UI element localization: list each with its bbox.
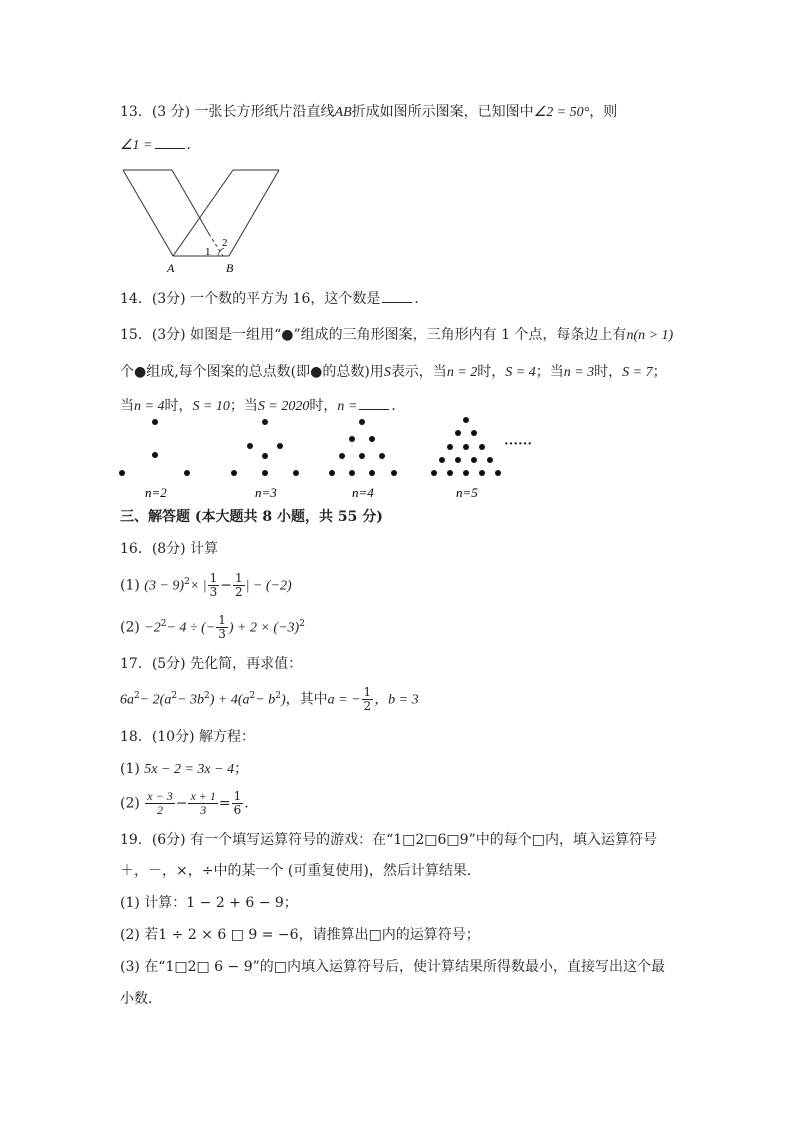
fold-figure bbox=[118, 164, 286, 276]
math: ) + 2 × (−3) bbox=[228, 620, 300, 636]
math: − b bbox=[255, 692, 276, 708]
q15-text: ； bbox=[652, 364, 667, 380]
numerator: 1 bbox=[234, 571, 243, 585]
q15-s: S bbox=[383, 365, 391, 380]
pattern-n2 bbox=[119, 419, 190, 476]
q19-line2: ＋，－，×，÷中的某一个 (可重复使用)，然后计算结果． bbox=[120, 863, 481, 879]
q17-title: 17．(5分) 先化简，再求值： bbox=[120, 656, 303, 672]
left-strip-left-edge bbox=[123, 170, 173, 256]
pattern-n4 bbox=[329, 419, 397, 476]
math: × | bbox=[189, 578, 207, 594]
q13-angle1: ∠1 = bbox=[120, 138, 153, 153]
left-strip-right-edge bbox=[172, 170, 209, 234]
q16-title: 16．(8分) 计算 bbox=[120, 541, 219, 557]
part-label: (1) bbox=[120, 761, 140, 777]
q15-text: 当 bbox=[120, 398, 134, 414]
denominator: 2 bbox=[234, 585, 243, 599]
exponent: 2 bbox=[160, 618, 167, 629]
text: ，其中 bbox=[285, 691, 328, 708]
fraction bbox=[232, 790, 244, 817]
q14-line bbox=[120, 288, 428, 309]
exponent: 2 bbox=[171, 690, 178, 701]
label-n2: n=2 bbox=[145, 485, 167, 500]
answer-blank[interactable] bbox=[382, 288, 412, 303]
numerator: 1 bbox=[209, 571, 218, 585]
label-n4: n=4 bbox=[352, 485, 374, 500]
q15-text: 个●组成,每个图案的总点数(即●的总数)用 bbox=[120, 364, 384, 380]
q15-math: S = 4 bbox=[505, 365, 536, 380]
fraction bbox=[208, 572, 220, 599]
q19-part3: (3) 在“1□2□ 6 − 9”的□内填入运算符号后，使计算结果所得数最小，直接写出这个最 bbox=[120, 959, 665, 975]
q13-text-suffix: ，则 bbox=[589, 104, 618, 120]
math: ) + 4(a bbox=[209, 692, 250, 708]
denominator: 2 bbox=[363, 699, 372, 713]
label-n5: n=5 bbox=[456, 485, 478, 500]
numerator: 1 bbox=[363, 685, 372, 699]
math: 5x − 2 = 3x − 4 bbox=[144, 762, 235, 777]
q15-math: S = 2020 bbox=[257, 399, 310, 414]
math: | − (−2) bbox=[245, 578, 292, 594]
q13-text: 13．(3 分) 一张长方形纸片沿直线 bbox=[120, 104, 335, 120]
q19-part2: (2) 若1 ÷ 2 × 6 □ 9 = −6，请推算出□内的运算符号； bbox=[120, 927, 480, 943]
q16-part2 bbox=[120, 614, 305, 641]
q15-text: ；当 bbox=[229, 398, 258, 414]
q15-text: ；当 bbox=[535, 364, 564, 380]
right-strip-right-edge bbox=[229, 170, 279, 256]
q15-end: ． bbox=[391, 398, 406, 414]
section-heading: 三、解答题 (本大题共 8 小题，共 55 分) bbox=[120, 509, 383, 525]
numerator: 1 bbox=[233, 789, 242, 803]
q13-end: ． bbox=[186, 137, 201, 153]
numerator: 1 bbox=[218, 613, 226, 627]
math: = bbox=[218, 795, 231, 812]
label-n3: n=3 bbox=[255, 485, 277, 500]
math: − bbox=[220, 577, 232, 594]
q15-math: n = bbox=[337, 399, 358, 414]
q15-math: n = 4 bbox=[134, 399, 165, 414]
q15-math: S = 7 bbox=[622, 365, 653, 380]
exponent: 2 bbox=[134, 690, 140, 701]
denominator: 2 bbox=[157, 803, 164, 817]
exponent: 2 bbox=[275, 690, 281, 701]
q13-line2 bbox=[120, 134, 201, 156]
q15-math: S = 10 bbox=[192, 399, 230, 414]
fraction bbox=[216, 614, 228, 641]
fraction bbox=[233, 572, 245, 599]
q18-title: 18．(10分) 解方程： bbox=[120, 729, 256, 745]
part-label: (1) bbox=[120, 577, 140, 594]
label-1: 1 bbox=[205, 246, 211, 258]
math: − bbox=[175, 795, 188, 812]
q17-expression bbox=[120, 686, 419, 713]
q15-math: n = 2 bbox=[446, 365, 478, 380]
q19-part3-cont: 小数． bbox=[120, 991, 162, 1007]
q18-part1 bbox=[120, 759, 248, 780]
q14-text: 14．(3分) 一个数的平方为 16，这个数是 bbox=[120, 291, 381, 307]
math: 6a bbox=[120, 692, 134, 708]
q15-line1 bbox=[120, 325, 673, 346]
text: ． bbox=[244, 795, 259, 812]
q15-n-condition: n(n > 1) bbox=[626, 328, 674, 343]
part-label: (2) bbox=[120, 795, 140, 812]
q15-text: 时， bbox=[309, 398, 338, 414]
exponent: 2 bbox=[204, 690, 210, 701]
math: a = − bbox=[327, 692, 361, 708]
math: − 3b bbox=[177, 692, 205, 708]
q15-math: n = 3 bbox=[563, 365, 595, 380]
pattern-n5 bbox=[431, 417, 501, 476]
exponent: 2 bbox=[184, 576, 190, 587]
numerator: x − 3 bbox=[147, 789, 173, 803]
label-a: A bbox=[167, 261, 175, 275]
math: − 2(a bbox=[139, 692, 172, 708]
numerator: x + 1 bbox=[190, 789, 216, 803]
q15-text: 时， bbox=[594, 364, 623, 380]
part-label: (2) bbox=[120, 619, 140, 636]
fold-dashed-line bbox=[209, 234, 223, 256]
math: ) bbox=[280, 692, 286, 708]
fraction bbox=[145, 790, 174, 817]
denominator: 3 bbox=[209, 585, 218, 599]
q15-text: 表示，当 bbox=[390, 364, 447, 380]
q13-ab: AB bbox=[334, 105, 352, 120]
fraction bbox=[362, 686, 374, 713]
math: ，b = 3 bbox=[374, 692, 419, 708]
q15-line2 bbox=[120, 362, 667, 383]
exponent: 2 bbox=[299, 618, 305, 629]
q19-line1: 19．(6分) 有一个填写运算符号的游戏：在“1□2□6□9”中的每个□内，填入运算符号 bbox=[120, 832, 657, 848]
answer-blank[interactable] bbox=[359, 395, 389, 410]
q19-part1: (1) 计算：1 − 2 + 6 − 9； bbox=[120, 895, 298, 911]
q15-text: 时， bbox=[164, 398, 193, 414]
denominator: 6 bbox=[233, 803, 242, 817]
ellipsis: ······ bbox=[504, 437, 533, 452]
text: ； bbox=[234, 761, 249, 777]
q14-end: ． bbox=[414, 291, 429, 307]
exponent: 2 bbox=[249, 690, 256, 701]
pattern-n3 bbox=[231, 419, 299, 476]
denominator: 3 bbox=[200, 803, 207, 817]
fraction bbox=[188, 790, 217, 817]
label-b: B bbox=[226, 261, 234, 275]
math: −2 bbox=[144, 620, 161, 636]
q16-part1 bbox=[120, 572, 292, 599]
label-2: 2 bbox=[222, 237, 228, 249]
math: − 4 ÷ (− bbox=[166, 620, 216, 636]
denominator: 3 bbox=[218, 627, 226, 641]
dot-triangle-patterns bbox=[110, 414, 550, 504]
q15-text: 15．(3分) 如图是一组用“●”组成的三角形图案，三角形内有 1 个点，每条边上有 bbox=[120, 327, 627, 343]
q18-part2 bbox=[120, 790, 258, 817]
q15-text: 时， bbox=[477, 364, 506, 380]
q13-angle2: ∠2 = 50° bbox=[533, 105, 590, 120]
q13-text-mid: 折成如图所示图案，已知图中 bbox=[351, 104, 534, 120]
answer-blank[interactable] bbox=[155, 134, 185, 149]
math: (3 − 9) bbox=[144, 578, 185, 594]
q13-line1 bbox=[120, 102, 617, 123]
